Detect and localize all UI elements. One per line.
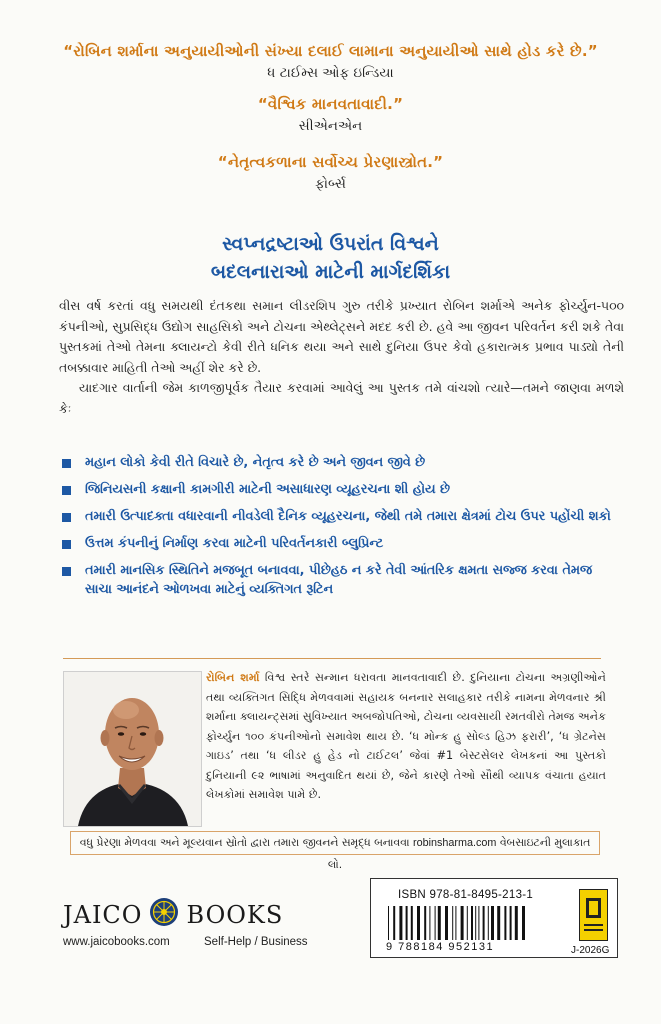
barcode-bar bbox=[504, 906, 506, 940]
square-bullet-icon bbox=[62, 513, 71, 522]
barcode-bar bbox=[475, 906, 476, 940]
testimonial-quote: “વૈશ્વિક માનવતાવાદી.” bbox=[257, 95, 404, 113]
product-code: J-2026G bbox=[571, 945, 610, 956]
benefit-text: મહાન લોકો કેવી રીતે વિચારે છે, નેતૃત્વ કરે છે અને જીવન જીવે છે bbox=[85, 455, 426, 470]
barcode-bar bbox=[510, 906, 512, 940]
barcode-bar bbox=[488, 906, 489, 940]
author-portrait-image bbox=[64, 672, 201, 826]
square-bullet-icon bbox=[62, 567, 71, 576]
testimonial-source: સીએનએન bbox=[298, 118, 363, 134]
wheel-logo-icon bbox=[149, 897, 179, 933]
barcode-bar bbox=[435, 906, 436, 940]
barcode-bar bbox=[478, 906, 479, 940]
barcode-bar bbox=[491, 906, 494, 940]
publisher-badge-icon bbox=[579, 889, 608, 941]
barcode-bar bbox=[417, 906, 420, 940]
barcode-bar bbox=[411, 906, 413, 940]
description-paragraph-2: યાદગાર વાર્તાની જેમ કાળજીપૂર્વક તૈયાર કરવામાં આવેલું આ પુસ્તક તમે વાંચશો ત્યારે—તમને જાણવા મળશે કેઃ bbox=[59, 380, 624, 416]
barcode-bar bbox=[445, 906, 448, 940]
barcode-bar bbox=[438, 906, 441, 940]
barcode-bar bbox=[406, 906, 408, 940]
author-name: રોબિન શર્મા bbox=[206, 671, 260, 684]
benefit-text: ઉત્તમ કંપનીનું નિર્માણ કરવા માટેની પરિવર્તનકારી બ્લુપ્રિન્ટ bbox=[85, 536, 384, 551]
website-note-text: વધુ પ્રેરણા મેળવવા અને મૂલ્યવાન સ્રોતો દ્વારા તમારા જીવનને સમૃદ્ધ બનાવવા bbox=[79, 836, 413, 849]
benefit-item bbox=[62, 454, 622, 473]
testimonial-3 bbox=[0, 153, 661, 192]
headline bbox=[0, 230, 661, 286]
square-bullet-icon bbox=[62, 459, 71, 468]
barcode-bar bbox=[452, 906, 453, 940]
benefit-item bbox=[62, 508, 622, 527]
barcode-bar bbox=[467, 906, 468, 940]
benefit-item bbox=[62, 562, 622, 599]
benefit-item bbox=[62, 535, 622, 554]
website-note-suffix: વેબસાઇટની મુલાકાત લો. bbox=[327, 836, 591, 871]
barcode-bar bbox=[393, 906, 395, 940]
testimonial-quote: “રોબિન શર્માના અનુયાયીઓની સંખ્યા દલાઈ લામાના અનુયાયીઓ સાથે હોડ કરે છે.” bbox=[63, 42, 598, 60]
testimonial-quote: “નેતૃત્વકળાના સર્વોચ્ચ પ્રેરણાસ્ત્રોત.” bbox=[217, 153, 444, 171]
description bbox=[59, 296, 624, 419]
benefit-list bbox=[62, 454, 622, 608]
publisher-logo bbox=[63, 898, 283, 932]
book-category: Self-Help / Business bbox=[204, 936, 308, 948]
barcode-bar bbox=[471, 906, 473, 940]
testimonial-source: ફોર્બ્સ bbox=[315, 176, 346, 192]
barcode-bar bbox=[429, 906, 430, 940]
barcode-bar bbox=[497, 906, 500, 940]
author-photo bbox=[63, 671, 202, 827]
publisher-website[interactable]: www.jaicobooks.com bbox=[63, 936, 170, 948]
benefit-text: તમારી માનસિક સ્થિતિને મજબૂત બનાવવા, પીછેહઠ ન કરે તેવી આંતરિક ક્ષમતા સજ્જ કરવા તેમજ સાચા આનંદને ઓળખવા માટેનું વ્યક્તિગત રૂટિન bbox=[85, 563, 592, 597]
description-paragraph-1: વીસ વર્ષ કરતાં વધુ સમયથી દંતકથા સમાન લીડરશિપ ગુરુ તરીકે પ્રખ્યાત રોબિન શર્માએ અનેક ફોર્ચ્યુન-૫૦૦ કંપનીઓ, સુપ્રસિદ્ધ ઉદ્યોગ સાહસિકો અને ટોચના એથ્લેટ્સને મદદ કરી છે. હવે આ જીવન પરિવર્તન કરી શકે તેવા પુસ્તકમાં તેઓ તેમના ક્લાયન્ટો કેવી રીતે ધનિક થયા અને સાથે દુનિયા ઉપર કેવો હકારાત્મક પ્રભાવ પાડ્યો તેની તબક્કાવાર માહિતી તેઓ અહીં શેર કરે છે. bbox=[59, 298, 624, 375]
author-bio-text: વિશ્વ સ્તરે સન્માન ધરાવતા માનવતાવાદી છે. દુનિયાના ટોચના અગ્રણીઓને તથા વ્યક્તિગત સિદ્ધિ મેળવવામાં સહાયક બનનાર સલાહકાર તરીકે નામના મેળવનાર શ્રી શર્માના ક્લાયન્ટ્સમાં સુવિખ્યાત અબજોપતિઓ, ટોચના વ્યવસાયી રમતવીરો તેમજ અનેક ફોર્ચ્યુન ૧૦૦ કંપનીઓનો સમાવેશ થાય છે. ‘ધ મોન્ક હુ સોલ્ડ હિઝ ફરારી’, ‘ધ ગ્રેટનેસ ગાઇડ’ તથા ‘ધ લીડર હુ હેડ નો ટાઈટલ’ જેવાં #1 બેસ્ટસેલર લેખકનાં આ પુસ્તકો દુનિયાની ૯૨ ભાષામાં અનુવાદિત થયાં છે, જેને કારણે તેઓ સૌથી વ્યાપક વંચાતા હયાત લેખકોમાં સમાવેશ પામે છે. bbox=[206, 671, 606, 801]
testimonial-2 bbox=[0, 95, 661, 134]
headline-line-1: સ્વપ્નદ્રષ્ટાઓ ઉપરાંત વિશ્વને bbox=[222, 233, 439, 255]
divider bbox=[63, 658, 601, 659]
barcode-bar bbox=[424, 906, 426, 940]
website-note bbox=[70, 831, 600, 871]
barcode-number: 9 788184 952131 bbox=[386, 941, 495, 953]
barcode-bar bbox=[455, 906, 456, 940]
brand-left-text: JAICO bbox=[63, 901, 143, 929]
headline-line-2: બદલનારાઓ માટેની માર્ગદર્શિકા bbox=[210, 261, 451, 283]
square-bullet-icon bbox=[62, 540, 71, 549]
barcode-image bbox=[386, 906, 566, 940]
barcode-bar bbox=[522, 906, 525, 940]
testimonial-1 bbox=[0, 42, 661, 81]
benefit-item bbox=[62, 481, 622, 500]
barcode-bar bbox=[515, 906, 518, 940]
barcode-bar bbox=[399, 906, 402, 940]
isbn-label: ISBN 978-81-8495-213-1 bbox=[398, 889, 534, 901]
website-link[interactable]: robinsharma.com bbox=[412, 837, 497, 849]
barcode-bar bbox=[388, 906, 389, 940]
benefit-text: જિનિયસની કક્ષાની કામગીરી માટેની અસાધારણ વ્યૂહરચના શી હોય છે bbox=[85, 482, 450, 497]
author-bio bbox=[206, 668, 606, 805]
brand-right-text: BOOKS bbox=[186, 901, 284, 929]
square-bullet-icon bbox=[62, 486, 71, 495]
benefit-text: તમારી ઉત્પાદક્તા વધારવાની નીવડેલી દૈનિક વ્યૂહરચના, જેથી તમે તમારા ક્ષેત્રમાં ટોચ ઉપર પહોંચી શકો bbox=[85, 509, 611, 524]
barcode-bar bbox=[483, 906, 485, 940]
barcode-bar bbox=[461, 906, 464, 940]
testimonial-source: ધ ટાઈમ્સ ઓફ ઇન્ડિયા bbox=[267, 65, 394, 81]
